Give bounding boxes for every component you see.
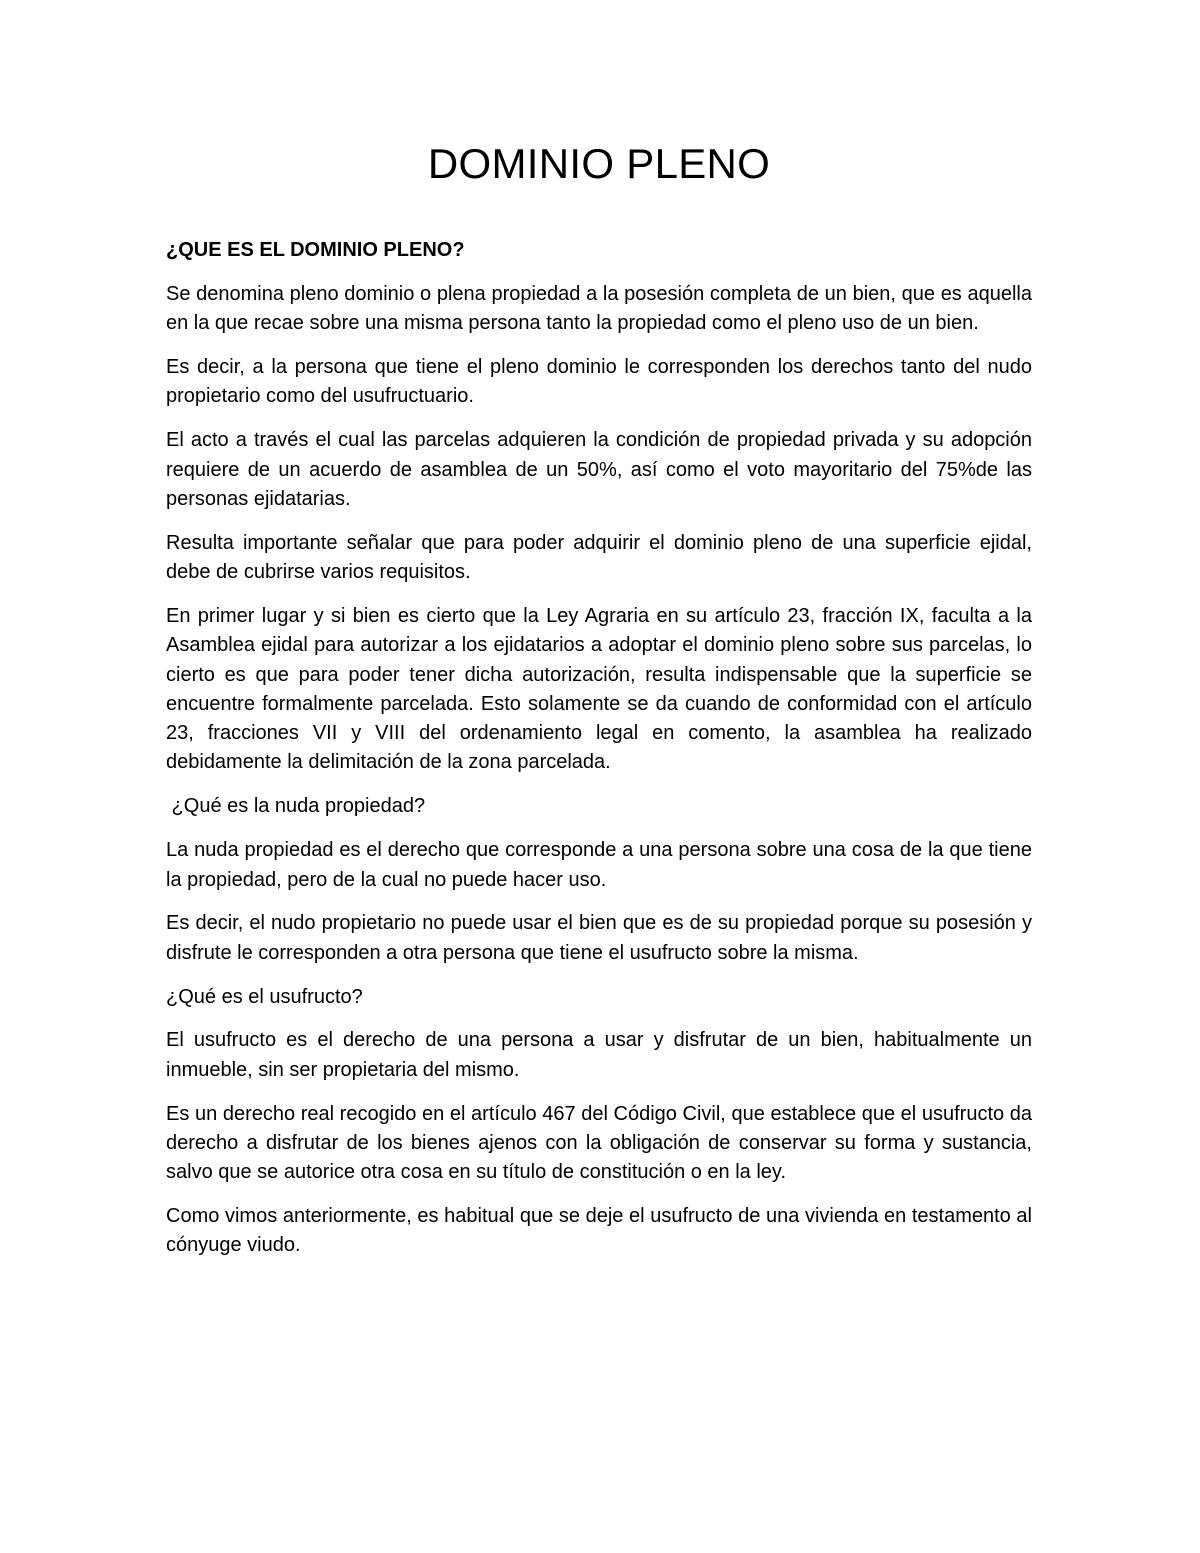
paragraph-ley-agraria: En primer lugar y si bien es cierto que la Ley Agraria en su artículo 23, fracción IX, faculta a la Asamblea ejidal para autorizar a los ejidatarios a adoptar el dominio pleno sobre sus parcelas, lo cierto es que para poder tener dicha autorización, resulta indispensable que la superficie se encuentre formalmente parcelada. Esto solamente se da cuando de conformidad con el artículo 23, fracciones VII y VIII del ordenamiento legal en comento, la asamblea ha realizado debidamente la delimitación de la zona parcelada.	[166, 604, 1032, 774]
paragraph-nuda-definition: La nuda propiedad es el derecho que corresponde a una persona sobre una cosa de la que tiene la propiedad, pero de la cual no puede hacer uso.	[166, 839, 1032, 891]
paragraph-rights: Es decir, a la persona que tiene el pleno dominio le corresponden los derechos tanto del nudo propietario como del usufructuario.	[166, 356, 1032, 408]
paragraph-definition: Se denomina pleno dominio o plena propiedad a la posesión completa de un bien, que es aquella en la que recae sobre una misma persona tanto la propiedad como el pleno uso de un bien.	[166, 282, 1032, 335]
section-heading: ¿QUE ES EL DOMINIO PLENO?	[166, 239, 465, 261]
paragraph-assembly: El acto a través el cual las parcelas adquieren la condición de propiedad privada y su adopción requiere de un acuerdo de asamblea de un 50%, así como el voto mayoritario del 75%de las personas ejidatarias.	[166, 429, 1032, 510]
question-usufructo: ¿Qué es el usufructo?	[166, 985, 363, 1008]
paragraph-testamento: Como vimos anteriormente, es habitual que se deje el usufructo de una vivienda en testamento al cónyuge viudo.	[166, 1205, 1032, 1257]
paragraph-requirements: Resulta importante señalar que para poder adquirir el dominio pleno de una superficie ejidal, debe de cubrirse varios requisitos.	[166, 531, 1032, 584]
paragraph-usufructo-definition: El usufructo es el derecho de una persona a usar y disfrutar de un bien, habitualmente un inmueble, sin ser propietaria del mismo.	[166, 1029, 1032, 1081]
paragraph-codigo-civil: Es un derecho real recogido en el artículo 467 del Código Civil, que establece que el usufructo da derecho a disfrutar de los bienes ajenos con la obligación de conservar su forma y sustancia, salvo que se autorice otra cosa en su título de constitución o en la ley.	[166, 1102, 1032, 1184]
document-title: DOMINIO PLENO	[427, 140, 771, 187]
paragraph-nudo-propietario: Es decir, el nudo propietario no puede usar el bien que es de su propiedad porque su posesión y disfrute le corresponden a otra persona que tiene el usufructo sobre la misma.	[166, 912, 1032, 964]
document-page	[166, 138, 1032, 1261]
question-nuda-propiedad: ¿Qué es la nuda propiedad?	[166, 795, 426, 818]
